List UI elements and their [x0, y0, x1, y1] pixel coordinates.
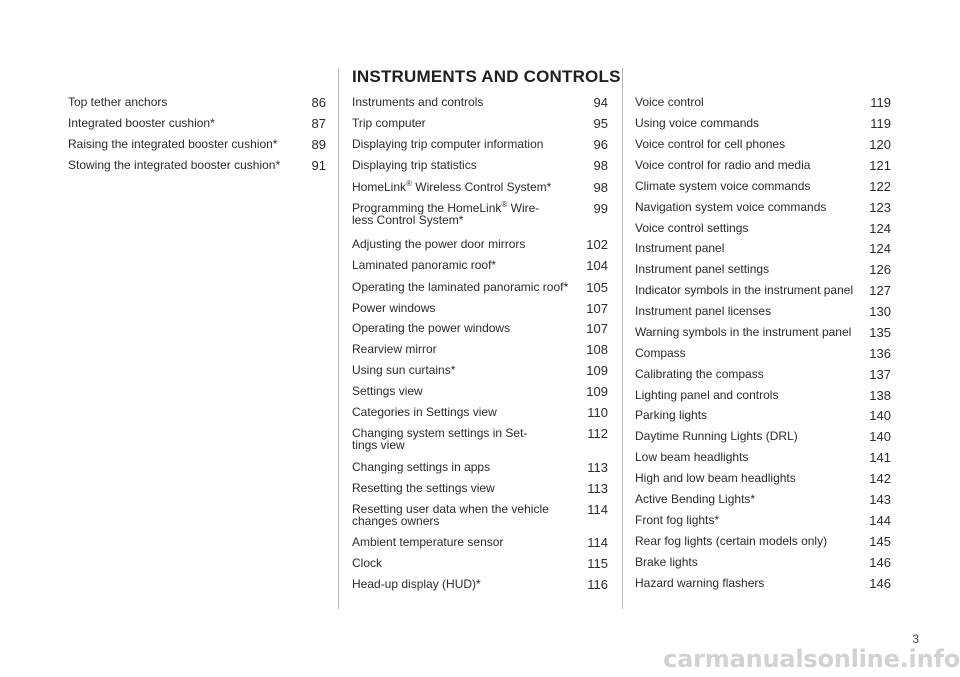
toc-entry[interactable] — [68, 117, 326, 129]
toc-entry[interactable] — [352, 536, 608, 548]
toc-entry-page: 138 — [869, 388, 891, 403]
toc-entry-page: 109 — [586, 384, 608, 399]
toc-entry-title: Raising the integrated booster cushion* — [68, 137, 278, 151]
toc-entry[interactable] — [635, 242, 891, 254]
toc-entry[interactable] — [635, 305, 891, 317]
toc-entry[interactable] — [635, 535, 891, 547]
toc-entry-page: 105 — [586, 280, 608, 295]
toc-entry[interactable] — [635, 368, 891, 380]
toc-entry[interactable] — [635, 389, 891, 401]
toc-entry-title: Laminated panoramic roof* — [352, 258, 497, 272]
toc-entry-title: Instruments and controls — [352, 95, 484, 109]
toc-entry-page: 102 — [586, 237, 608, 252]
toc-entry-page: 137 — [869, 367, 891, 382]
toc-entry-page: 110 — [587, 405, 608, 420]
toc-entry-page: 123 — [869, 200, 891, 215]
toc-entry-title: Hazard warning flashers — [635, 576, 765, 590]
toc-entry-title: Instrument panel settings — [635, 262, 770, 276]
toc-entry-title: Front fog lights* — [635, 513, 720, 527]
toc-entry[interactable] — [352, 322, 608, 334]
toc-entry-title: Indicator symbols in the instrument panel — [635, 283, 854, 297]
registered-mark: ® — [501, 200, 508, 209]
toc-entry-page: 124 — [869, 241, 891, 256]
toc-entry-title: Voice control for radio and media — [635, 158, 811, 172]
toc-entry-page: 141 — [869, 450, 891, 465]
toc-entry-page: 98 — [593, 180, 608, 195]
toc-entry[interactable] — [352, 364, 608, 376]
toc-entry-page: 135 — [869, 325, 891, 340]
column-divider — [622, 68, 623, 609]
toc-entry-title: Resetting the settings view — [352, 481, 495, 495]
toc-entry-page: 87 — [311, 116, 326, 131]
toc-entry[interactable] — [635, 263, 891, 275]
toc-entry-title: Settings view — [352, 384, 423, 398]
toc-entry[interactable] — [635, 472, 891, 484]
toc-entry[interactable] — [352, 181, 608, 193]
toc-entry-title: Operating the laminated panoramic roof* — [352, 280, 569, 294]
toc-entry-title: Voice control — [635, 95, 704, 109]
toc-entry[interactable] — [352, 385, 608, 397]
toc-entry-title: Voice control for cell phones — [635, 137, 786, 151]
toc-entry-page: 116 — [587, 577, 608, 592]
toc-entry[interactable] — [352, 281, 608, 293]
toc-entry-page: 142 — [869, 471, 891, 486]
toc-entry-page: 98 — [593, 158, 608, 173]
toc-entry-title: Low beam headlights — [635, 450, 749, 464]
toc-entry-title: Rear fog lights (certain models only) — [635, 534, 828, 548]
toc-entry[interactable] — [352, 482, 608, 494]
toc-entry[interactable] — [352, 138, 608, 150]
toc-entry-page: 99 — [593, 201, 608, 216]
toc-entry-title: High and low beam headlights — [635, 471, 796, 485]
toc-entry[interactable] — [635, 138, 891, 150]
toc-entry[interactable] — [352, 259, 608, 271]
toc-entry-title: Instrument panel — [635, 241, 725, 255]
toc-entry[interactable] — [352, 427, 608, 451]
toc-entry-title: Navigation system voice commands — [635, 200, 827, 214]
toc-entry-title: Using voice commands — [635, 116, 760, 130]
toc-entry[interactable] — [635, 556, 891, 568]
toc-entry-page: 144 — [869, 513, 891, 528]
toc-entry-title: Head-up display (HUD)* — [352, 577, 481, 591]
toc-entry-page: 124 — [869, 221, 891, 236]
toc-entry-page: 107 — [586, 321, 608, 336]
toc-entry-title: Warning symbols in the instrument panel — [635, 325, 852, 339]
toc-entry[interactable] — [635, 577, 891, 589]
toc-entry-title: Ambient temperature sensor — [352, 535, 504, 549]
toc-entry-title: Lighting panel and controls — [635, 388, 779, 402]
toc-entry-title: Using sun curtains* — [352, 363, 456, 377]
toc-entry[interactable] — [352, 503, 608, 527]
toc-entry[interactable] — [352, 202, 608, 226]
toc-entry-page: 86 — [311, 95, 326, 110]
toc-entry[interactable] — [635, 222, 891, 234]
toc-entry[interactable] — [68, 138, 326, 150]
toc-entry[interactable] — [352, 557, 608, 569]
toc-entry-title: Operating the power windows — [352, 321, 511, 335]
toc-entry-title: Changing system settings in Set-tings view — [352, 426, 528, 452]
toc-entry[interactable] — [352, 302, 608, 314]
registered-mark: ® — [406, 179, 412, 188]
toc-entry[interactable] — [352, 96, 608, 108]
toc-entry-page: 113 — [587, 460, 608, 475]
toc-entry-title: Stowing the integrated booster cushion* — [68, 158, 281, 172]
toc-entry-page: 112 — [587, 426, 608, 441]
toc-entry-title: Integrated booster cushion* — [68, 116, 215, 130]
toc-entry-title: Parking lights — [635, 408, 708, 422]
toc-entry-page: 114 — [587, 502, 608, 517]
toc-entry-page: 146 — [869, 555, 891, 570]
toc-entry[interactable] — [635, 430, 891, 442]
toc-entry-page: 140 — [869, 429, 891, 444]
toc-entry-page: 143 — [869, 492, 891, 507]
toc-entry[interactable] — [635, 514, 891, 526]
toc-entry[interactable] — [635, 180, 891, 192]
watermark: carmanualsonline.info — [663, 645, 960, 673]
toc-entry-title: Rearview mirror — [352, 342, 437, 356]
toc-entry[interactable] — [635, 409, 891, 421]
toc-entry[interactable] — [635, 347, 891, 359]
toc-entry-title-part: Programming the HomeLink — [352, 201, 502, 215]
toc-entry[interactable] — [635, 493, 891, 505]
toc-entry-page: 114 — [587, 535, 608, 550]
toc-entry-page: 113 — [587, 481, 608, 496]
toc-entry-page: 122 — [869, 179, 891, 194]
toc-entry-title: Active Bending Lights* — [635, 492, 756, 506]
toc-entry-title: Displaying trip computer information — [352, 137, 544, 151]
toc-entry-page: 145 — [869, 534, 891, 549]
toc-entry-page: 119 — [870, 95, 891, 110]
toc-entry[interactable] — [68, 96, 326, 108]
toc-entry[interactable] — [352, 406, 608, 418]
toc-entry-title: Compass — [635, 346, 686, 360]
toc-entry-title: Clock — [352, 556, 383, 570]
toc-entry-title: Categories in Settings view — [352, 405, 497, 419]
toc-entry-page: 121 — [869, 158, 891, 173]
toc-entry-page: 120 — [869, 137, 891, 152]
toc-entry[interactable] — [635, 201, 891, 213]
column-divider — [338, 68, 339, 609]
toc-entry[interactable] — [352, 578, 608, 590]
toc-entry[interactable] — [352, 461, 608, 473]
section-title: INSTRUMENTS AND CONTROLS — [352, 67, 621, 86]
toc-entry[interactable] — [635, 96, 891, 108]
toc-entry-title: Climate system voice commands — [635, 179, 811, 193]
toc-entry-title: Daytime Running Lights (DRL) — [635, 429, 798, 443]
toc-entry-title: Trip computer — [352, 116, 426, 130]
toc-entry-page: 130 — [869, 304, 891, 319]
toc-entry-page: 109 — [586, 363, 608, 378]
toc-entry-title: Instrument panel licenses — [635, 304, 772, 318]
toc-entry[interactable] — [635, 326, 891, 338]
toc-entry[interactable] — [635, 451, 891, 463]
toc-entry-title: Voice control settings — [635, 221, 749, 235]
toc-entry[interactable] — [352, 159, 608, 171]
toc-entry-title-part: Wire-less Control System* — [352, 201, 540, 227]
toc-entry-page: 140 — [869, 408, 891, 423]
toc-entry-title: Calibrating the compass — [635, 367, 764, 381]
toc-entry-title — [352, 181, 608, 193]
toc-entry-page: 119 — [870, 116, 891, 131]
toc-entry-title: Changing settings in apps — [352, 460, 491, 474]
toc-entry-page: 126 — [869, 262, 891, 277]
toc-entry-title-part: HomeLink — [352, 180, 407, 194]
toc-entry-page: 94 — [593, 95, 608, 110]
toc-entry-title: Adjusting the power door mirrors — [352, 237, 526, 251]
toc-entry-page: 95 — [593, 116, 608, 131]
toc-entry-page: 89 — [311, 137, 326, 152]
toc-entry-title: Resetting user data when the vehicle changes owners — [352, 502, 549, 528]
toc-entry[interactable] — [635, 117, 891, 129]
page-number: 3 — [912, 632, 919, 646]
toc-entry-title: Top tether anchors — [68, 95, 168, 109]
toc-entry[interactable] — [635, 159, 891, 171]
toc-entry-page: 108 — [586, 342, 608, 357]
toc-entry-page: 136 — [869, 346, 891, 361]
toc-entry-title: Displaying trip statistics — [352, 158, 477, 172]
toc-entry-page: 96 — [593, 137, 608, 152]
toc-entry[interactable] — [352, 117, 608, 129]
toc-entry-title-part: Wireless Control System* — [411, 180, 552, 194]
toc-entry-page: 104 — [586, 258, 608, 273]
toc-entry-page: 127 — [869, 283, 891, 298]
toc-entry-page: 146 — [869, 576, 891, 591]
toc-entry-page: 107 — [586, 301, 608, 316]
toc-entry-title: Brake lights — [635, 555, 698, 569]
toc-entry-page: 91 — [311, 158, 326, 173]
toc-entry[interactable] — [352, 238, 608, 250]
toc-entry-page: 115 — [587, 556, 608, 571]
toc-entry[interactable] — [68, 159, 326, 171]
toc-entry-title: Power windows — [352, 301, 436, 315]
toc-entry-title — [352, 202, 580, 226]
toc-entry[interactable] — [352, 343, 608, 355]
toc-entry[interactable] — [635, 284, 891, 296]
